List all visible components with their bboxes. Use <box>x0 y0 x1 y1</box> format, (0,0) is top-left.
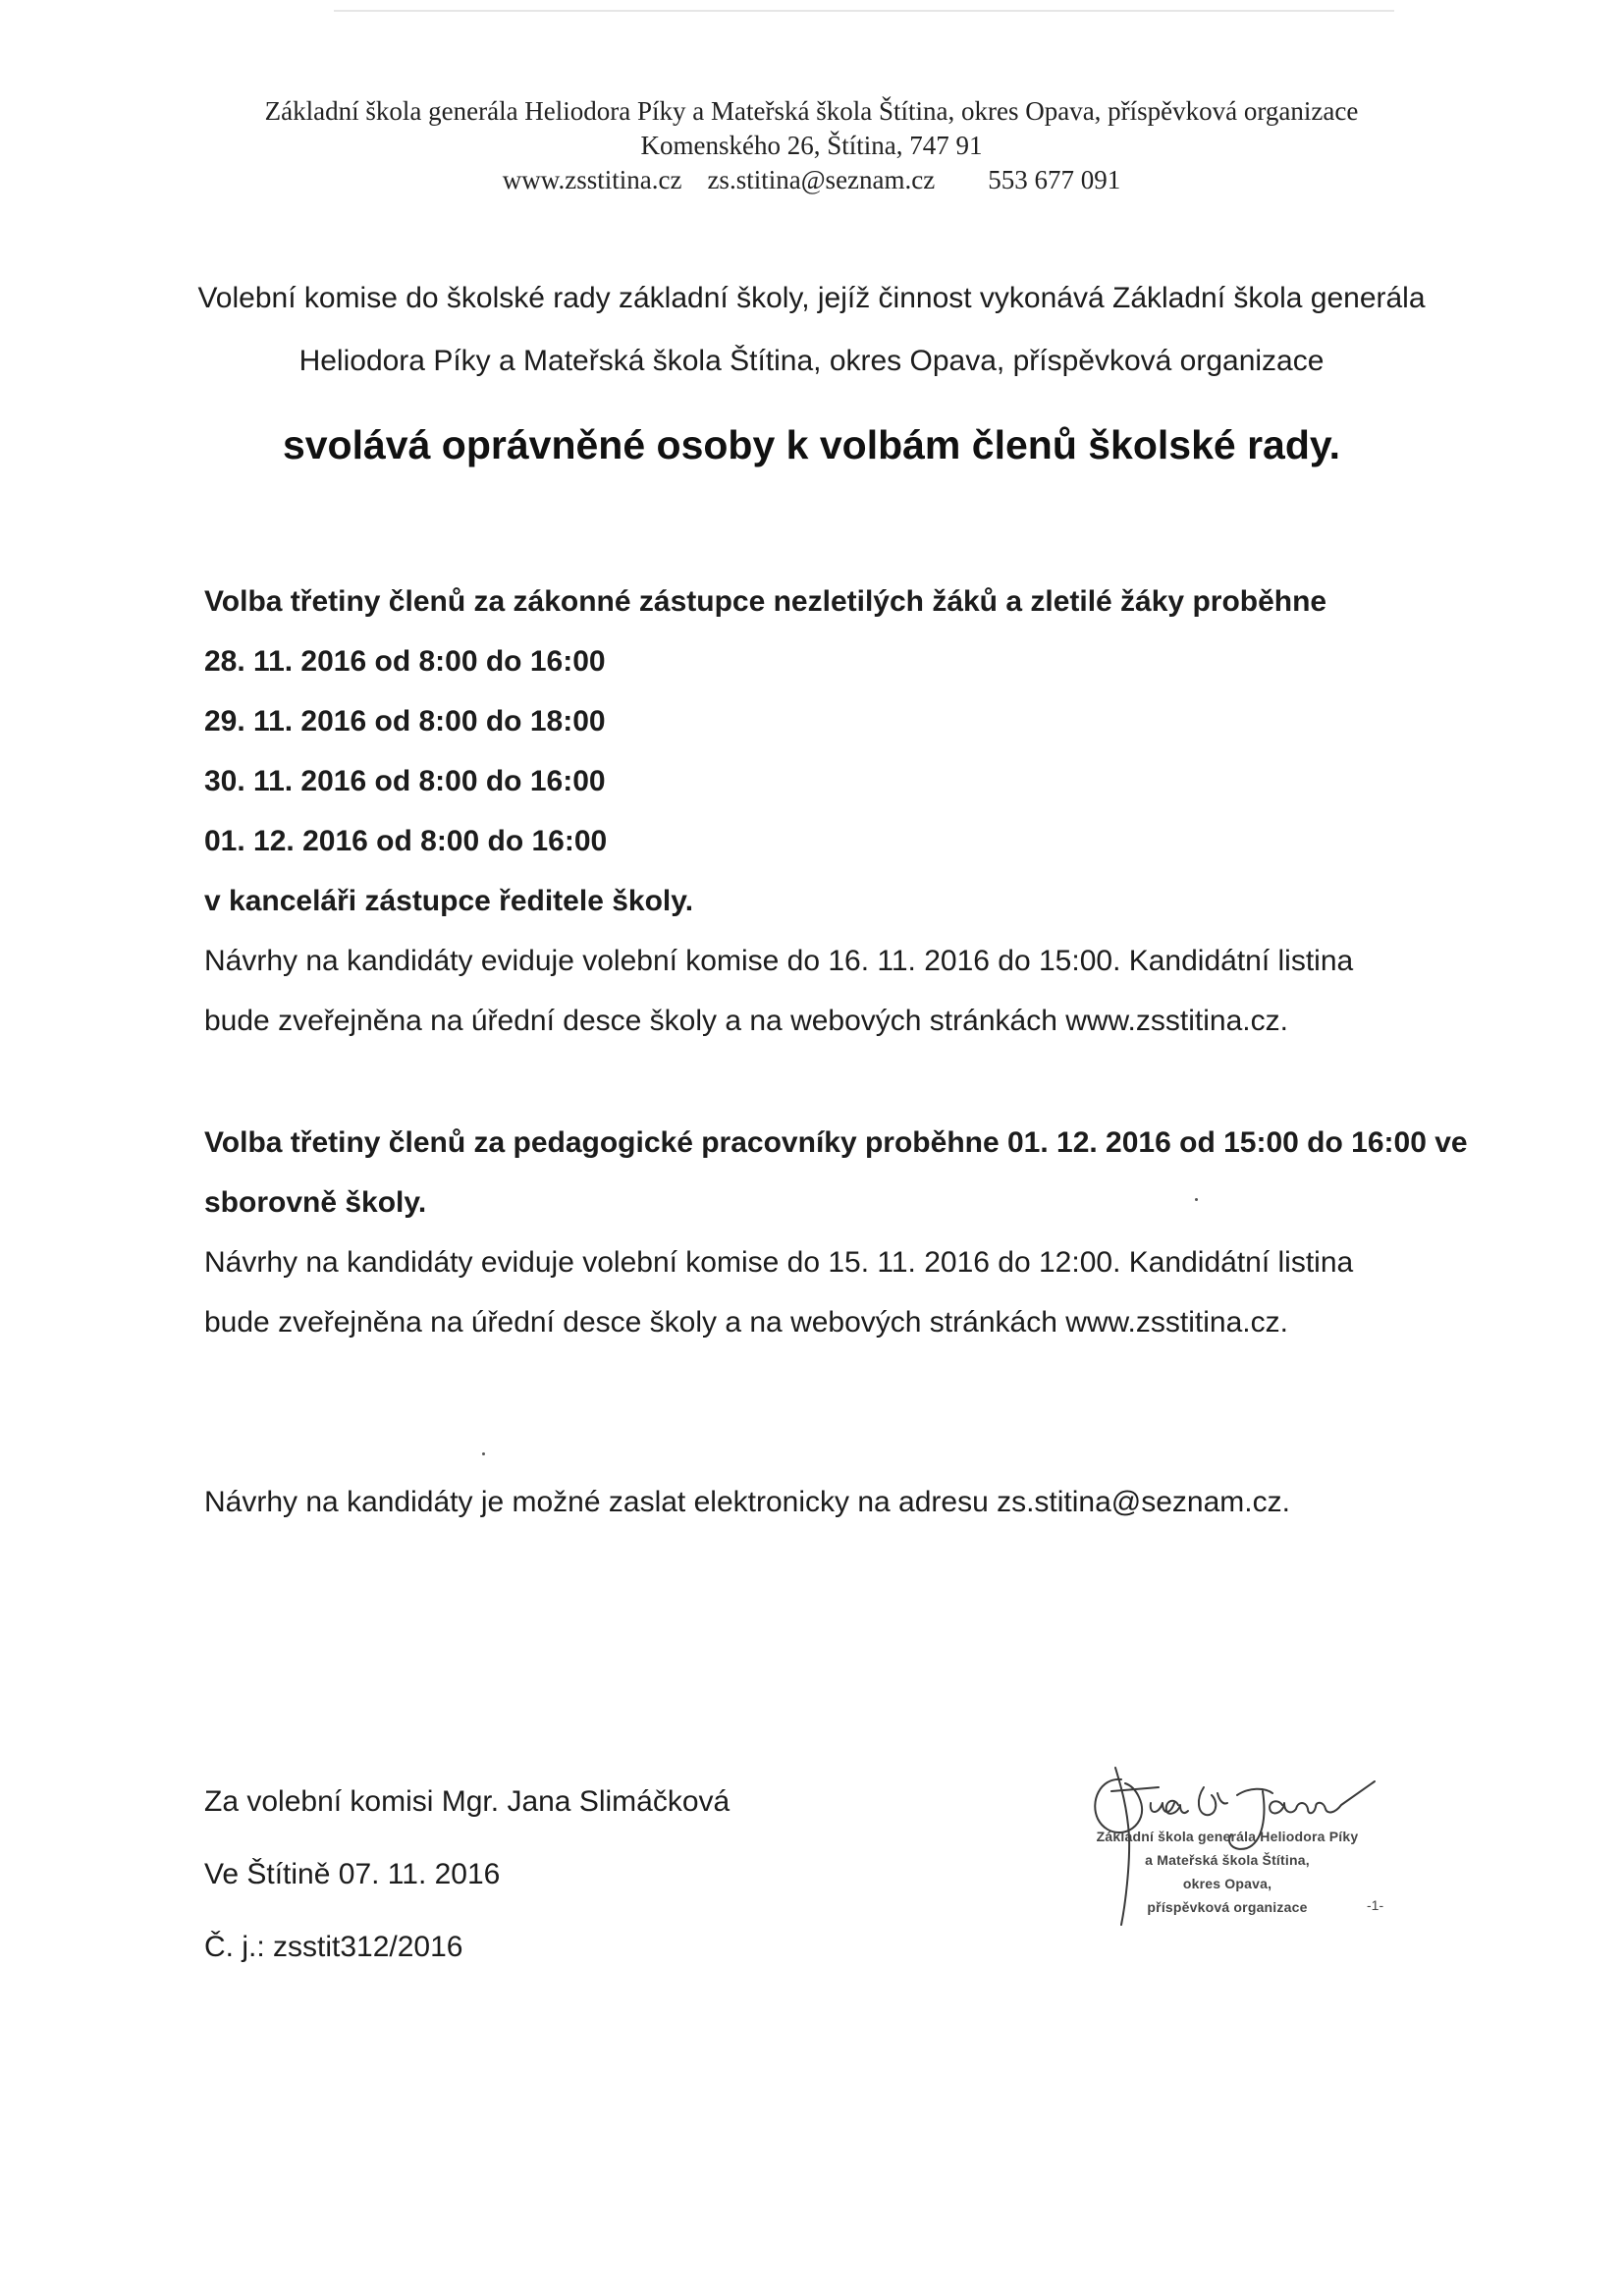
parents-date-1: 28. 11. 2016 od 8:00 do 16:00 <box>204 645 606 678</box>
parents-heading: Volba třetiny členů za zákonné zástupce nezletilých žáků a zletilé žáky proběhne <box>204 585 1327 618</box>
section-electronic <box>204 1472 1481 1532</box>
headline: svolává oprávněné osoby k volbám členů školské rady. <box>282 422 1341 467</box>
teachers-note-line-1: Návrhy na kandidáty eviduje volební komise do 15. 11. 2016 do 12:00. Kandidátní listina <box>204 1246 1354 1279</box>
letterhead-contacts <box>0 163 1623 197</box>
section-teachers <box>204 1113 1481 1352</box>
section-parents <box>204 572 1481 1051</box>
parents-date-3: 30. 11. 2016 od 8:00 do 16:00 <box>204 765 606 797</box>
parents-date-4: 01. 12. 2016 od 8:00 do 16:00 <box>204 825 608 857</box>
parents-note-line-2: bude zveřejněna na úřední desce školy a na webových stránkách www.zsstitina.cz. <box>204 1005 1288 1037</box>
teachers-heading-line-1: Volba třetiny členů za pedagogické pracovníky proběhne 01. 12. 2016 od 15:00 do 16:00 ve <box>204 1126 1468 1159</box>
intro-line-1: Volební komise do školské rady základní školy, jejíž činnost vykonává Základní škola generála <box>197 282 1426 314</box>
stamp-line-4: příspěvková organizace <box>1147 1899 1308 1915</box>
official-stamp <box>1031 1758 1424 1974</box>
footer-place-date: Ve Štítině 07. 11. 2016 <box>204 1858 501 1890</box>
scan-speck <box>1195 1198 1198 1201</box>
parents-note-line-1: Návrhy na kandidáty eviduje volební komise do 16. 11. 2016 do 15:00. Kandidátní listina <box>204 945 1354 977</box>
scan-speck <box>482 1452 485 1455</box>
scan-edge-line <box>334 10 1394 12</box>
stamp-line-2: a Mateřská škola Štítina, <box>1145 1852 1310 1868</box>
stamp-line-1: Základní škola generála Heliodora Píky <box>1096 1829 1359 1844</box>
letterhead-web: www.zsstitina.cz <box>502 165 682 194</box>
letterhead <box>0 94 1623 197</box>
intro-paragraph <box>0 267 1623 393</box>
letterhead-email: zs.stitina@seznam.cz <box>707 165 936 194</box>
intro-line-2: Heliodora Píky a Mateřská škola Štítina, okres Opava, příspěvková organizace <box>298 345 1325 377</box>
letterhead-address: Komenského 26, Štítina, 747 91 <box>640 131 983 160</box>
footer-signatory: Za volební komisi Mgr. Jana Slimáčková <box>204 1785 730 1818</box>
letterhead-phone: 553 677 091 <box>988 165 1121 194</box>
teachers-note-line-2: bude zveřejněna na úřední desce školy a na webových stránkách www.zsstitina.cz. <box>204 1306 1288 1339</box>
page-number: -1- <box>1367 1897 1384 1913</box>
stamp-text <box>1041 1825 1414 1919</box>
stamp-line-3: okres Opava, <box>1182 1876 1272 1891</box>
parents-date-2: 29. 11. 2016 od 8:00 do 18:00 <box>204 705 606 738</box>
electronic-note: Návrhy na kandidáty je možné zaslat elektronicky na adresu zs.stitina@seznam.cz. <box>204 1486 1290 1518</box>
teachers-heading-line-2: sborovně školy. <box>204 1186 427 1219</box>
letterhead-school-name: Základní škola generála Heliodora Píky a Mateřská škola Štítina, okres Opava, příspěvková organizace <box>264 96 1359 126</box>
parents-place: v kanceláři zástupce ředitele školy. <box>204 885 694 917</box>
footer-reference-number: Č. j.: zsstit312/2016 <box>204 1931 463 1963</box>
